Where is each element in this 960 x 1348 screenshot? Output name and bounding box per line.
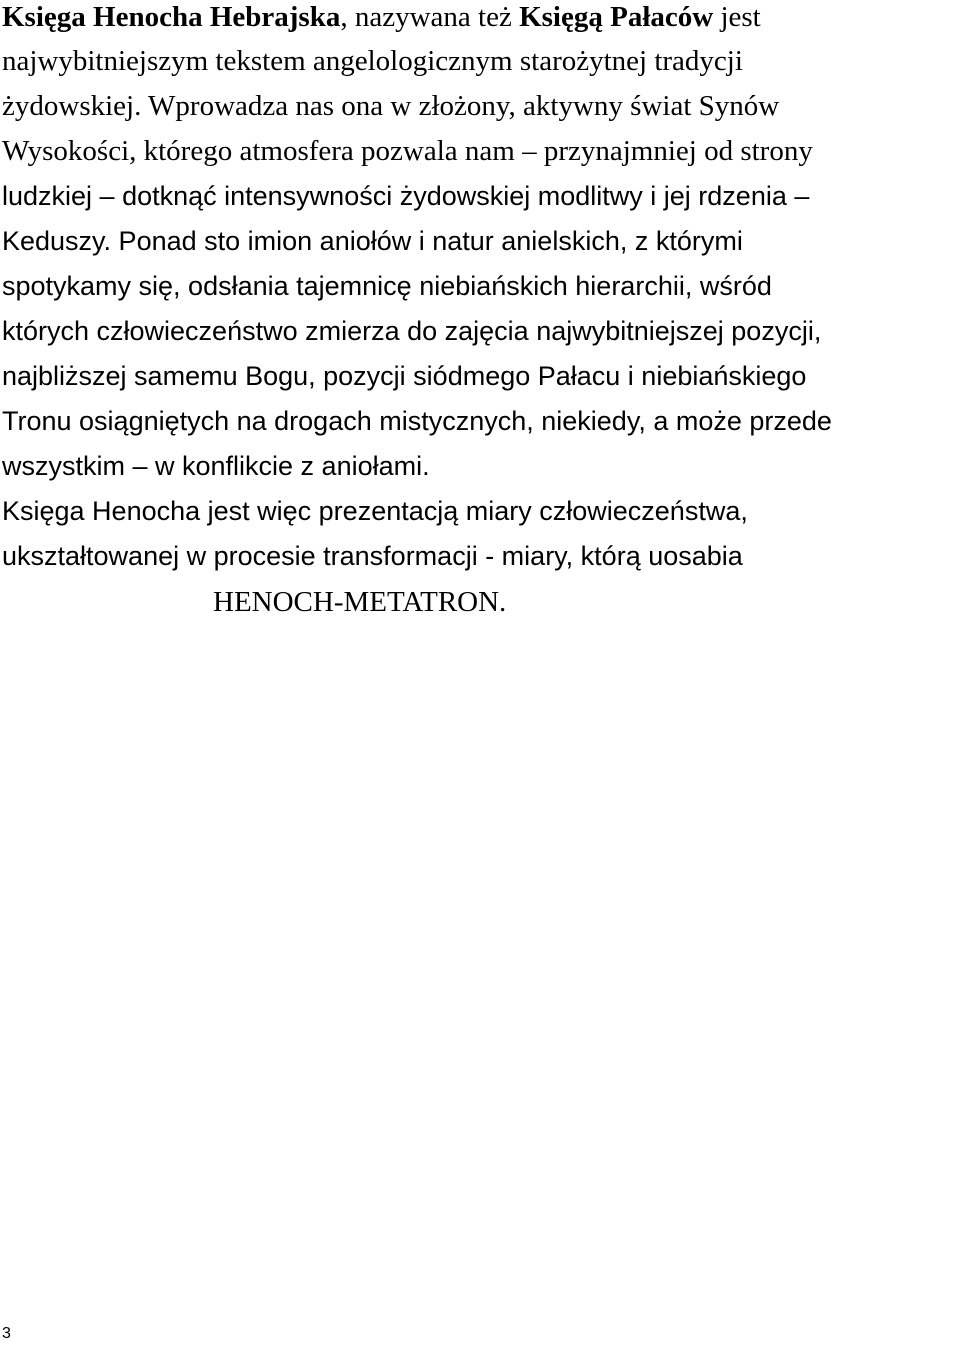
- book-title-bold: Księga Henocha Hebrajska: [2, 1, 341, 33]
- inline-text: jest: [713, 1, 761, 33]
- paragraph-2-line-2: ukształtowanej w procesie transformacji - miary, którą uosabia: [2, 541, 743, 571]
- inline-text: , nazywana też: [340, 1, 520, 33]
- paragraph-1-line-6: Keduszy. Ponad sto imion aniołów i natur anielskich, z którymi: [2, 226, 743, 256]
- paragraph-1-line-8: których człowieczeństwo zmierza do zajęcia najwybitniejszej pozycji,: [2, 316, 822, 346]
- paragraph-1-line-2: najwybitniejszym tekstem angelologicznym starożytnej tradycji: [2, 45, 743, 77]
- paragraph-1-line-5: ludzkiej – dotknąć intensywności żydowskiej modlitwy i jej rdzenia –: [2, 181, 810, 211]
- paragraph-1-line-11: wszystkim – w konflikcie z aniołami.: [2, 451, 430, 481]
- alt-title-bold: Księgą Pałaców: [519, 1, 714, 33]
- paragraph-1-line-3: żydowskiej. Wprowadza nas ona w złożony, aktywny świat Synów: [2, 90, 780, 122]
- paragraph-2-line-1: Księga Henocha jest więc prezentacją miary człowieczeństwa,: [2, 496, 748, 526]
- paragraph-1-line-7: spotykamy się, odsłania tajemnicę niebiańskich hierarchii, wśród: [2, 271, 772, 301]
- paragraph-1-line-1: [2, 0, 761, 34]
- page-number: 3: [2, 1325, 11, 1342]
- closing-name: HENOCH-METATRON.: [213, 586, 507, 618]
- paragraph-1-line-9: najbliższej samemu Bogu, pozycji siódmego Pałacu i niebiańskiego: [2, 361, 807, 391]
- paragraph-1-line-10: Tronu osiągniętych na drogach mistycznych, niekiedy, a może przede: [2, 406, 832, 436]
- paragraph-1-line-4: Wysokości, którego atmosfera pozwala nam – przynajmniej od strony: [2, 135, 813, 167]
